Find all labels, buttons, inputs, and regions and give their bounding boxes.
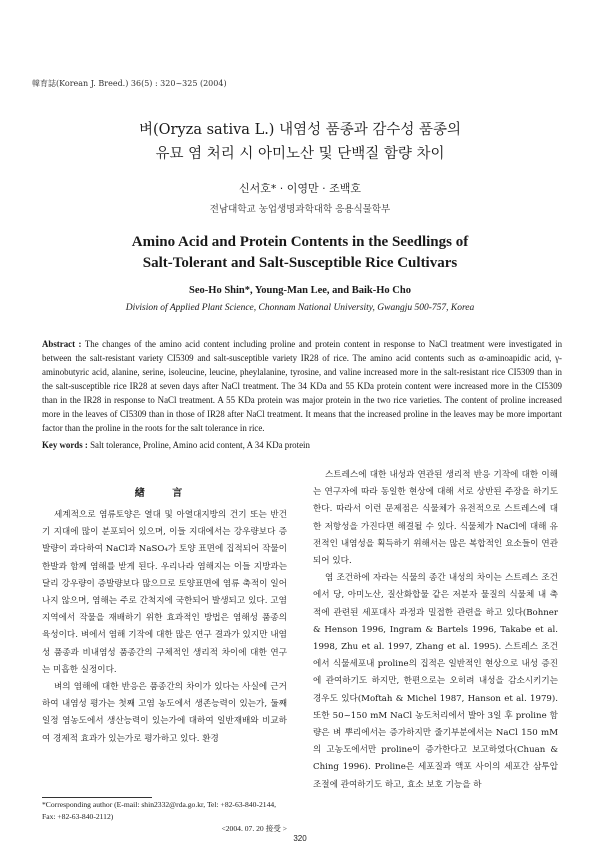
english-affiliation: Division of Applied Plant Science, Chonnam National University, Gwangju 500-757, Korea bbox=[125, 303, 475, 313]
right-column bbox=[313, 467, 558, 794]
keywords bbox=[42, 440, 562, 450]
left-paragraph-1: 세계적으로 염류토양은 열대 및 아열대지방의 건기 또는 반건기 지대에 많이 분포되어 있으며, 이들 지대에서는 강우량보다 증발량이 과다하여 NaCl과 NaSO₄가 토양 표면에 집적되어 작물이 한발과 함께 염해를 받게 된다. 우리나라 염해지는 이들 지방과는 달리 강우량이 증발량보다 많으므로 토양표면에 염류 축적이 일어나지 않으며, 염해는 주로 간척지에 국한되어 발생되고 있다. 고염 지역에서 작물을 재배하기 위한 효과적인 방법은 염해성 품종의 육성이다. 벼에서 염해 기작에 대한 많은 연구 결과가 있지만 내염성 품종과 비내염성 품종간의 구체적인 생리적 차이에 대한 연구는 미흡한 실정이다. bbox=[42, 510, 287, 675]
korean-title-line-1: 벼(Oryza sativa L.) 내염성 품종과 감수성 품종의 bbox=[139, 122, 461, 138]
abstract bbox=[42, 337, 562, 435]
english-authors: Seo-Ho Shin*, Young-Man Lee, and Baik-Ho Cho bbox=[189, 285, 411, 296]
footnote-text: *Corresponding author (E-mail: shin2332@rda.go.kr, Tel: +82-63-840-2144, Fax: +82-63-840-2112) bbox=[42, 800, 277, 821]
left-paragraph-2: 벼의 염해에 대한 반응은 품종간의 차이가 있다는 사실에 근거하여 내염성 평가는 첫째 고염 농도에서 생존능력이 있는가, 둘째 일정 염농도에서 생산능력이 있는가에 대하여 일반재배와 비교하여 경제적 효과가 있는가로 평가하고 있다. 환경 bbox=[42, 682, 287, 744]
abstract-label: Abstract : bbox=[42, 339, 82, 349]
korean-affiliation: 전남대학교 농업생명과학대학 응용식물학부 bbox=[209, 204, 391, 215]
abstract-text: The changes of the amino acid content including proline and protein content in response to NaCl treatment were investigated in between the salt-resistant variety CI5309 and salt-susceptible variety IR28 of rice. The amino acid contents such as α-aminoapidic acid, γ-aminobutyric acid, alanine, serine, isoleucine, leucine, pheylalanine, tyrosine, and valine increased more in the salt-resistant rice CI5309 than in the salt-susceptible rice IR28 at seven days after NaCl treatment. The 34 KDa and 55 KDa protein content were increased more in the CI5309 than in the IR28 in response to NaCl treatment. A 55 KDa protein was major protein in the two rice varieties. The content of proline increased more in the leaves of CI5309 than in those of IR28 after NaCl treatment. It means that the increased proline in the leaves may be more important factor than the proline in the roots for the salt tolerance in rice. bbox=[42, 339, 563, 433]
keywords-label: Key words : bbox=[42, 440, 88, 450]
right-paragraph-2: 염 조건하에 자라는 식물의 종간 내성의 차이는 스트레스 조건에서 당, 아미노산, 질산화합물 같은 저분자 물질의 식물체 내 축적에 관련된 세포대사 과정과 밀접한 관련을 하고 있다(Bohner & Henson 1996, Ingram & Bartels 1996, Takabe et al. 1998, Zhu et al. 1997, Zhang et al. 1995). 스트레스 조건에서 식물세포내 proline의 집적은 일반적인 현상으로 내성 증진에 관여하기도 하지만, 한편으로는 오히려 내성을 감소시키기는 경우도 있다(Moftah & Michel 1987, Hanson et al. 1979). 또한 50~150 mM NaCl 농도처리에서 발아 3일 후 proline 함량은 벼 뿌리에서는 증가하지만 줄기부분에서는 NaCl 150 mM의 고농도에서만 proline이 증가한다고 보고하였다(Chuan & Ching 1996). Proline은 세포질과 액포 사이의 세포간 삼투압 조절에 관여하기도 하고, 효소 보호 기능을 하 bbox=[313, 573, 558, 790]
english-title-line-1: Amino Acid and Protein Contents in the Seedlings of bbox=[131, 234, 469, 250]
received-date: <2004. 07. 20 接受 > bbox=[221, 824, 287, 833]
footnote bbox=[42, 799, 287, 835]
journal-header: 韓育誌(Korean J. Breed.) 36(5) : 320~325 (2004) bbox=[32, 79, 227, 88]
right-paragraph-1: 스트레스에 대한 내성과 연관된 생리적 반응 기작에 대한 이해는 연구자에 따라 동일한 현상에 대해 서로 상반된 주장을 하기도 한다. 따라서 이런 문제점은 식물체가 유전적으로 스트레스에 대한 저항성을 가진다면 해결될 수 있다. 식물체가 NaCl에 대해 유전적인 내염성을 획득하기 위해서는 많은 복합적인 요소들이 연관되어 있다. bbox=[313, 470, 558, 567]
korean-authors: 신서호* · 이영만 · 조백호 bbox=[238, 182, 362, 195]
footnote-rule bbox=[42, 797, 152, 798]
english-title-line-2: Salt-Tolerant and Salt-Susceptible Rice Cultivars bbox=[142, 255, 458, 271]
page-number: 320 bbox=[293, 834, 307, 843]
korean-title-line-2: 유묘 염 처리 시 아미노산 및 단백질 함량 차이 bbox=[155, 146, 445, 162]
keywords-text: Salt tolerance, Proline, Amino acid content, A 34 KDa protein bbox=[87, 440, 310, 450]
left-column bbox=[42, 507, 287, 748]
section-title: 緖 言 bbox=[134, 488, 195, 499]
